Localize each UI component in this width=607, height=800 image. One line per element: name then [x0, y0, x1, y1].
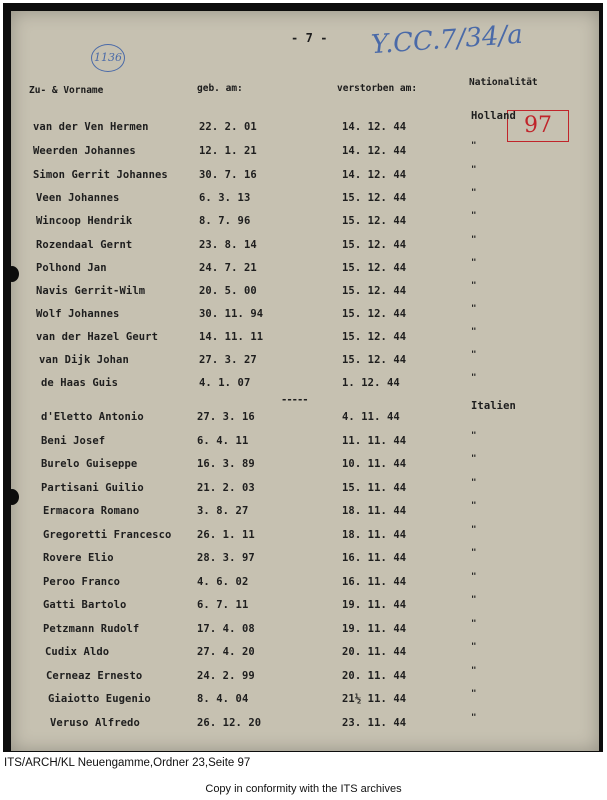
- record-death-date: 14. 12. 44: [342, 169, 407, 181]
- header-name: Zu- & Vorname: [29, 85, 104, 96]
- record-death-date: 15. 12. 44: [342, 331, 407, 343]
- header-nationality: Nationalität: [469, 77, 538, 88]
- section-divider: -----: [281, 394, 308, 406]
- record-nationality: ": [471, 373, 477, 383]
- record-death-date: 15. 12. 44: [342, 354, 407, 366]
- record-name: Simon Gerrit Johannes: [33, 169, 168, 181]
- record-name: Polhond Jan: [36, 262, 107, 274]
- page-number: - 7 -: [291, 31, 328, 45]
- record-death-date: 19. 11. 44: [342, 623, 407, 635]
- record-nationality: ": [471, 595, 477, 605]
- record-nationality: ": [471, 501, 477, 511]
- record-birth-date: 6. 4. 11: [197, 435, 249, 447]
- record-birth-date: 27. 3. 16: [197, 411, 255, 423]
- conformity-note: Copy in conformity with the ITS archives: [205, 783, 402, 795]
- record-name: van Dijk Johan: [39, 354, 129, 366]
- record-name: van der Hazel Geurt: [36, 331, 159, 343]
- archive-stamp: Y.CC.7/34/a: [370, 19, 524, 61]
- record-nationality: ": [471, 619, 477, 629]
- record-birth-date: 20. 5. 00: [199, 285, 257, 297]
- record-birth-date: 24. 7. 21: [199, 262, 257, 274]
- record-nationality: ": [471, 188, 477, 198]
- record-death-date: 11. 11. 44: [342, 435, 407, 447]
- record-nationality: ": [471, 304, 477, 314]
- record-name: d'Eletto Antonio: [41, 411, 144, 423]
- record-death-date: 15. 12. 44: [342, 262, 407, 274]
- punch-hole: [11, 266, 19, 282]
- record-name: Veruso Alfredo: [50, 717, 140, 729]
- record-name: Wincoop Hendrik: [36, 215, 133, 227]
- record-nationality: ": [471, 281, 477, 291]
- record-death-date: 19. 11. 44: [342, 599, 407, 611]
- record-death-date: 15. 12. 44: [342, 308, 407, 320]
- record-death-date: 15. 12. 44: [342, 192, 407, 204]
- record-name: Rovere Elio: [43, 552, 114, 564]
- record-name: van der Ven Hermen: [33, 121, 149, 133]
- record-name: Petzmann Rudolf: [43, 623, 140, 635]
- record-birth-date: 6. 3. 13: [199, 192, 251, 204]
- record-death-date: 18. 11. 44: [342, 529, 407, 541]
- record-birth-date: 4. 1. 07: [199, 377, 251, 389]
- record-name: Weerden Johannes: [33, 145, 136, 157]
- record-birth-date: 30. 7. 16: [199, 169, 257, 181]
- record-birth-date: 8. 7. 96: [199, 215, 251, 227]
- record-death-date: 10. 11. 44: [342, 458, 407, 470]
- record-nationality: ": [471, 165, 477, 175]
- record-nationality: ": [471, 689, 477, 699]
- source-reference: ITS/ARCH/KL Neuengamme,Ordner 23,Seite 97: [4, 757, 251, 769]
- record-birth-date: 23. 8. 14: [199, 239, 257, 251]
- header-born: geb. am:: [197, 83, 243, 94]
- record-birth-date: 30. 11. 94: [199, 308, 264, 320]
- record-birth-date: 17. 4. 08: [197, 623, 255, 635]
- record-birth-date: 26. 12. 20: [197, 717, 262, 729]
- record-death-date: 15. 12. 44: [342, 239, 407, 251]
- record-death-date: 4. 11. 44: [342, 411, 400, 423]
- record-name: Gatti Bartolo: [43, 599, 127, 611]
- record-birth-date: 27. 3. 27: [199, 354, 257, 366]
- record-nationality: ": [471, 327, 477, 337]
- record-name: Ermacora Romano: [43, 505, 140, 517]
- record-name: Rozendaal Gernt: [36, 239, 133, 251]
- record-death-date: 18. 11. 44: [342, 505, 407, 517]
- record-name: Navis Gerrit-Wilm: [36, 285, 146, 297]
- record-nationality: Holland: [471, 110, 516, 122]
- record-nationality: ": [471, 666, 477, 676]
- record-nationality: ": [471, 548, 477, 558]
- record-birth-date: 3. 8. 27: [197, 505, 249, 517]
- record-nationality: ": [471, 431, 477, 441]
- record-nationality: ": [471, 525, 477, 535]
- record-birth-date: 24. 2. 99: [197, 670, 255, 682]
- record-name: Gregoretti Francesco: [43, 529, 172, 541]
- record-death-date: 16. 11. 44: [342, 552, 407, 564]
- record-nationality: ": [471, 478, 477, 488]
- record-nationality: ": [471, 235, 477, 245]
- record-nationality: ": [471, 141, 477, 151]
- record-birth-date: 16. 3. 89: [197, 458, 255, 470]
- header-died: verstorben am:: [337, 83, 418, 94]
- record-name: Burelo Guiseppe: [41, 458, 138, 470]
- circled-number: 1136: [91, 44, 125, 72]
- record-nationality: ": [471, 258, 477, 268]
- boxed-page-number: 97: [507, 110, 569, 142]
- record-death-date: 1. 12. 44: [342, 377, 400, 389]
- record-name: Veen Johannes: [36, 192, 120, 204]
- record-birth-date: 4. 6. 02: [197, 576, 249, 588]
- record-nationality: ": [471, 350, 477, 360]
- record-nationality: ": [471, 572, 477, 582]
- record-birth-date: 27. 4. 20: [197, 646, 255, 658]
- record-name: de Haas Guis: [41, 377, 119, 389]
- record-birth-date: 6. 7. 11: [197, 599, 249, 611]
- record-nationality: Italien: [471, 400, 516, 412]
- record-nationality: ": [471, 454, 477, 464]
- record-name: Partisani Guilio: [41, 482, 144, 494]
- record-death-date: 15. 12. 44: [342, 285, 407, 297]
- record-nationality: ": [471, 713, 477, 723]
- punch-hole: [11, 489, 19, 505]
- record-name: Giaiotto Eugenio: [48, 693, 151, 705]
- record-death-date: 20. 11. 44: [342, 646, 407, 658]
- record-death-date: 21½ 11. 44: [342, 693, 407, 705]
- record-name: Cudix Aldo: [45, 646, 110, 658]
- record-name: Peroo Franco: [43, 576, 121, 588]
- record-death-date: 15. 11. 44: [342, 482, 407, 494]
- record-nationality: ": [471, 642, 477, 652]
- record-name: Wolf Johannes: [36, 308, 120, 320]
- record-death-date: 16. 11. 44: [342, 576, 407, 588]
- record-birth-date: 8. 4. 04: [197, 693, 249, 705]
- record-birth-date: 21. 2. 03: [197, 482, 255, 494]
- record-name: Cerneaz Ernesto: [46, 670, 143, 682]
- record-nationality: ": [471, 211, 477, 221]
- document-page: [11, 11, 599, 751]
- record-name: Beni Josef: [41, 435, 106, 447]
- scan-frame: [3, 3, 603, 752]
- record-birth-date: 26. 1. 11: [197, 529, 255, 541]
- record-death-date: 14. 12. 44: [342, 145, 407, 157]
- record-death-date: 14. 12. 44: [342, 121, 407, 133]
- record-death-date: 20. 11. 44: [342, 670, 407, 682]
- record-birth-date: 28. 3. 97: [197, 552, 255, 564]
- record-birth-date: 14. 11. 11: [199, 331, 264, 343]
- record-death-date: 15. 12. 44: [342, 215, 407, 227]
- record-birth-date: 12. 1. 21: [199, 145, 257, 157]
- record-birth-date: 22. 2. 01: [199, 121, 257, 133]
- record-death-date: 23. 11. 44: [342, 717, 407, 729]
